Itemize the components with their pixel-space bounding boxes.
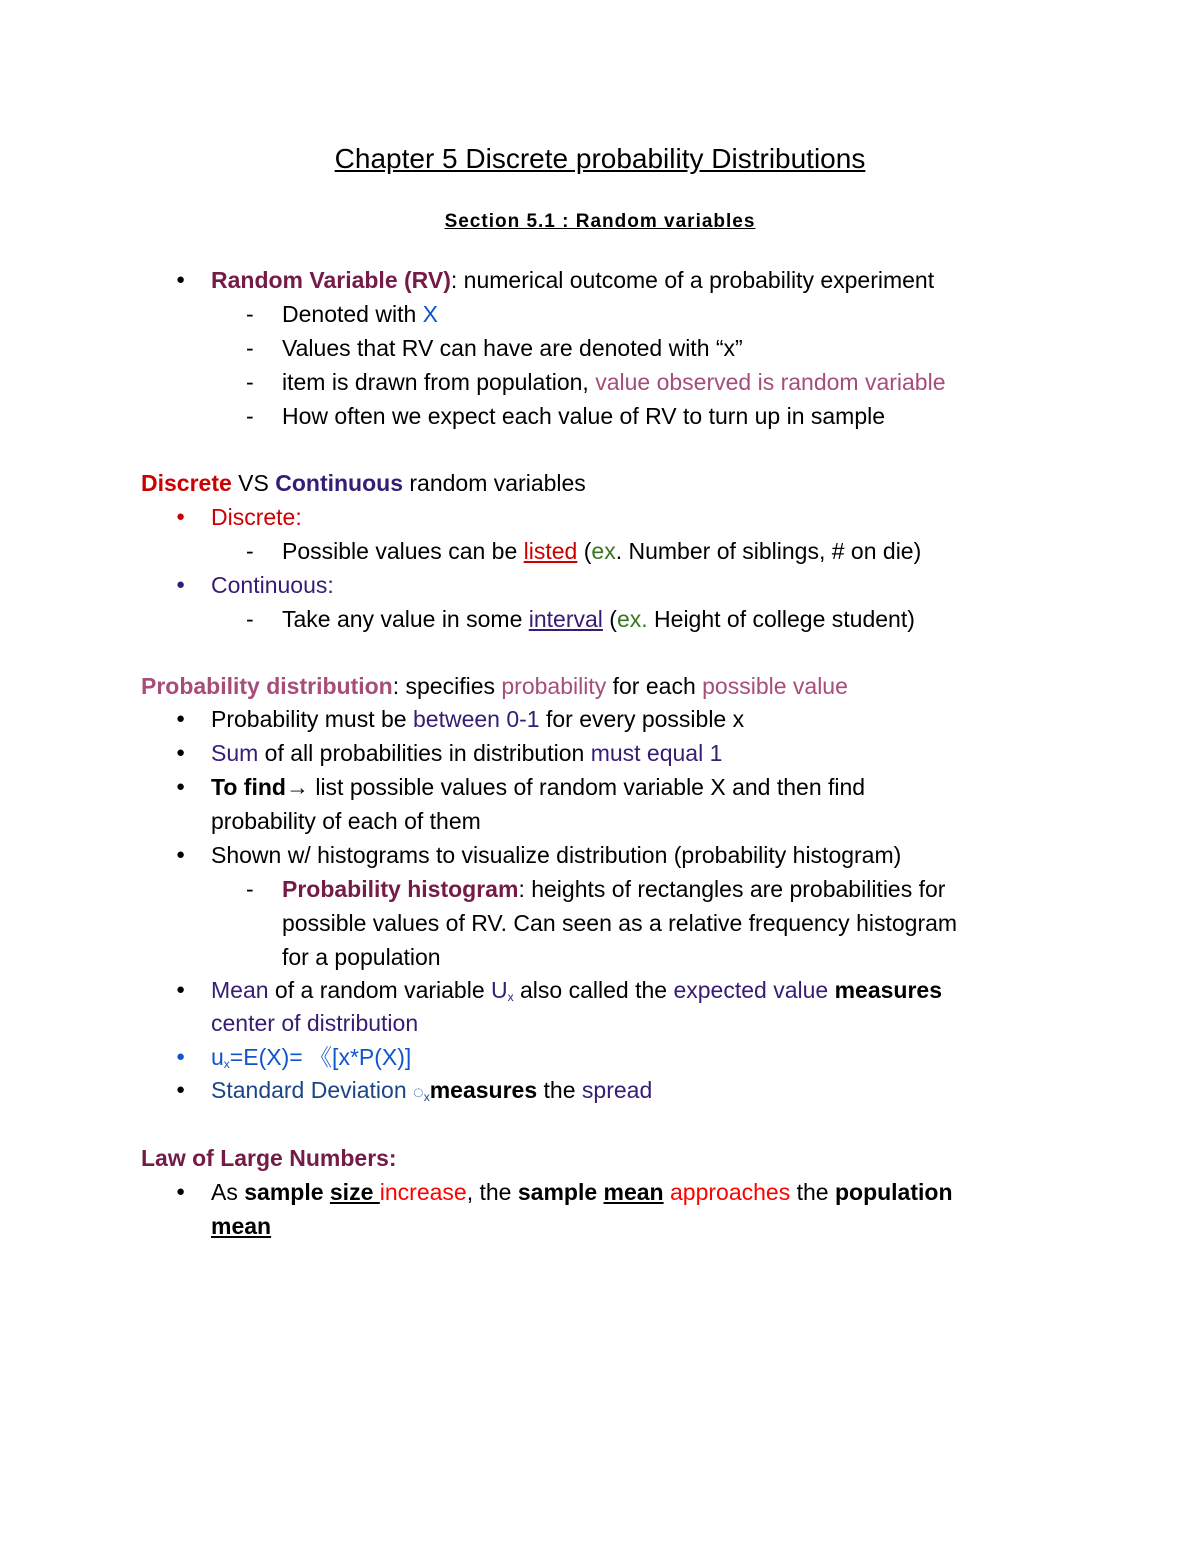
continuous-label: Continuous: [211, 572, 334, 598]
bullet-dot: ● [176, 710, 186, 727]
bullet-dot: ● [176, 508, 186, 525]
dash-marker: - [246, 369, 254, 395]
histogram-sub-cont1: possible values of RV. Can seen as a relative frequency histogram [282, 910, 958, 936]
dvc-heading: Discrete VS Continuous random variables [141, 470, 586, 496]
page-title: Chapter 5 Discrete probability Distributions [334, 143, 866, 174]
sigma-symbol: ◌ [413, 1082, 424, 1102]
pd-bullet-mean-cont: center of distribution [211, 1010, 419, 1036]
rv-term: Random Variable (RV) [211, 267, 451, 293]
bullet-dot: ● [176, 576, 186, 593]
dash-marker: - [246, 606, 254, 632]
rv-sub-denoted: Denoted with X [282, 301, 438, 327]
rv-definition: Random Variable (RV): numerical outcome of a probability experiment [211, 267, 935, 293]
bullet-dot: ● [176, 1081, 186, 1098]
dash-marker: - [246, 335, 254, 361]
dash-marker: - [246, 876, 254, 902]
pd-bullet-between: Probability must be between 0-1 for every possible x [211, 706, 745, 732]
pd-bullet-tofind: To find→ list possible values of random variable X and then find [211, 774, 866, 800]
bullet-dot: ● [176, 271, 186, 288]
histogram-sub-cont2: for a population [282, 944, 441, 970]
pd-bullet-sum: Sum of all probabilities in distribution must equal 1 [211, 740, 723, 766]
pd-bullet-mean: Mean of a random variable $U_x$ also called the expected value measures [211, 977, 942, 1004]
section-heading: Section 5.1 : Random variables [444, 211, 756, 232]
lln-bullet: As sample size increase, the sample mean approaches the population [211, 1179, 953, 1205]
lln-heading: Law of Large Numbers: [141, 1145, 397, 1171]
rv-sub-drawn: item is drawn from population, value observed is random variable [282, 369, 946, 395]
pd-bullet-sd: Standard Deviation $◌_xmeasures$ the spread [211, 1077, 653, 1104]
discrete-label: Discrete: [211, 504, 302, 530]
mean-formula: $u_x=E(X)=$ 《[x*P(X)] [211, 1044, 412, 1071]
bullet-dot: ● [176, 981, 186, 998]
histogram-sub: Probability histogram: heights of rectangles are probabilities for [282, 876, 946, 902]
lln-bullet-cont: mean [211, 1213, 272, 1239]
rv-sub-howoften: How often we expect each value of RV to turn up in sample [282, 403, 886, 429]
bullet-dot: ● [176, 1048, 186, 1065]
discrete-sub: Possible values can be listed (ex. Number of siblings, # on die) [282, 538, 922, 564]
bullet-dot: ● [176, 1183, 186, 1200]
pd-bullet-tofind-cont: probability of each of them [211, 808, 481, 834]
bullet-dot: ● [176, 846, 186, 863]
rv-sub-values: Values that RV can have are denoted with “x” [282, 335, 743, 361]
dash-marker: - [246, 301, 254, 327]
bullet-dot: ● [176, 778, 186, 795]
pd-heading: Probability distribution: specifies probability for each possible value [141, 673, 848, 699]
dash-marker: - [246, 403, 254, 429]
dash-marker: - [246, 538, 254, 564]
pd-bullet-histograms: Shown w/ histograms to visualize distribution (probability histogram) [211, 842, 902, 868]
bullet-dot: ● [176, 744, 186, 761]
continuous-sub: Take any value in some interval (ex. Height of college student) [282, 606, 915, 632]
